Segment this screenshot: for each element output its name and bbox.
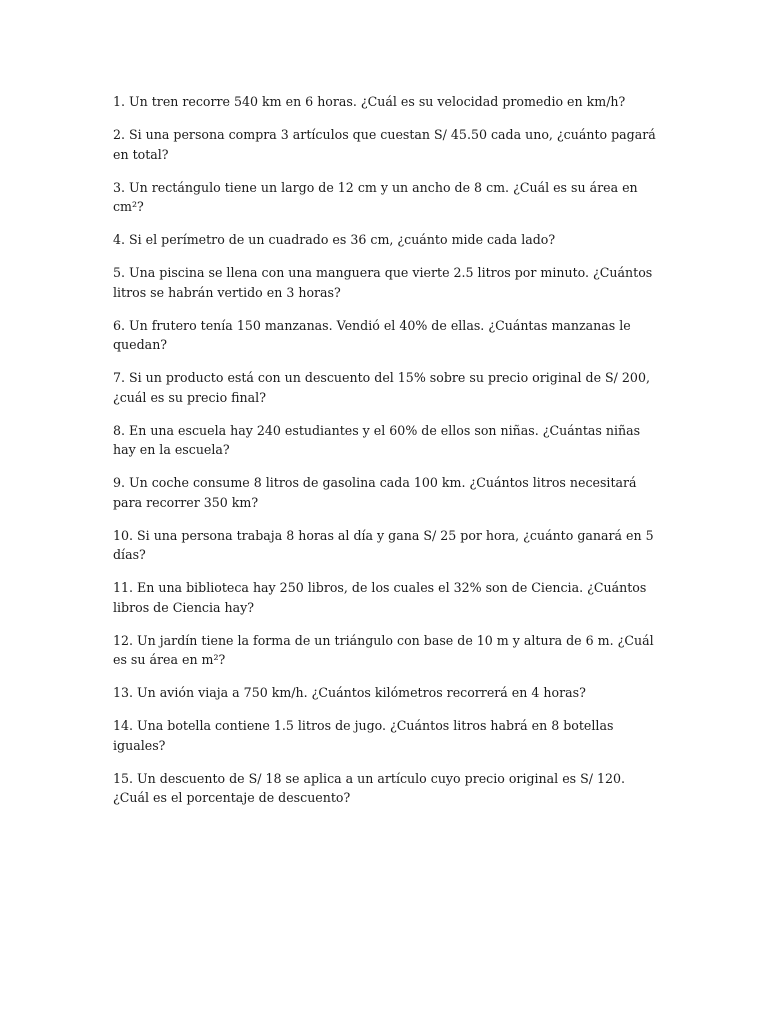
question-8: 8. En una escuela hay 240 estudiantes y el 60% de ellos son niñas. ¿Cuántas niñas hay en la escuela? [113, 422, 641, 457]
question-10: 10. Si una persona trabaja 8 horas al día y gana S/ 25 por hora, ¿cuánto ganará en 5 días? [113, 527, 654, 562]
question-13: 13. Un avión viaja a 750 km/h. ¿Cuántos kilómetros recorrerá en 4 horas? [113, 685, 586, 700]
question-7: 7. Si un producto está con un descuento del 15% sobre su precio original de S/ 200, ¿cuál es su precio final? [113, 370, 650, 405]
question-11: 11. En una biblioteca hay 250 libros, de los cuales el 32% son de Ciencia. ¿Cuántos libros de Ciencia hay? [113, 580, 647, 615]
question-4: 4. Si el perímetro de un cuadrado es 36 cm, ¿cuánto mide cada lado? [113, 232, 556, 247]
question-3: 3. Un rectángulo tiene un largo de 12 cm y un ancho de 8 cm. ¿Cuál es su área en cm²? [113, 179, 638, 214]
question-5: 5. Una piscina se llena con una manguera que vierte 2.5 litros por minuto. ¿Cuántos litros se habrán vertido en 3 horas? [113, 265, 653, 300]
question-2: 2. Si una persona compra 3 artículos que cuestan S/ 45.50 cada uno, ¿cuánto pagará en total? [113, 127, 656, 162]
question-14: 14. Una botella contiene 1.5 litros de jugo. ¿Cuántos litros habrá en 8 botellas iguales? [113, 718, 614, 753]
question-9: 9. Un coche consume 8 litros de gasolina cada 100 km. ¿Cuántos litros necesitará para recorrer 350 km? [113, 475, 637, 510]
question-12: 12. Un jardín tiene la forma de un triángulo con base de 10 m y altura de 6 m. ¿Cuál es su área en m²? [113, 632, 654, 667]
question-15: 15. Un descuento de S/ 18 se aplica a un artículo cuyo precio original es S/ 120. ¿Cuál es el porcentaje de descuento? [113, 770, 626, 805]
question-6: 6. Un frutero tenía 150 manzanas. Vendió el 40% de ellas. ¿Cuántas manzanas le quedan? [113, 317, 631, 352]
question-list [113, 92, 658, 821]
question-1: 1. Un tren recorre 540 km en 6 horas. ¿Cuál es su velocidad promedio en km/h? [113, 94, 626, 109]
